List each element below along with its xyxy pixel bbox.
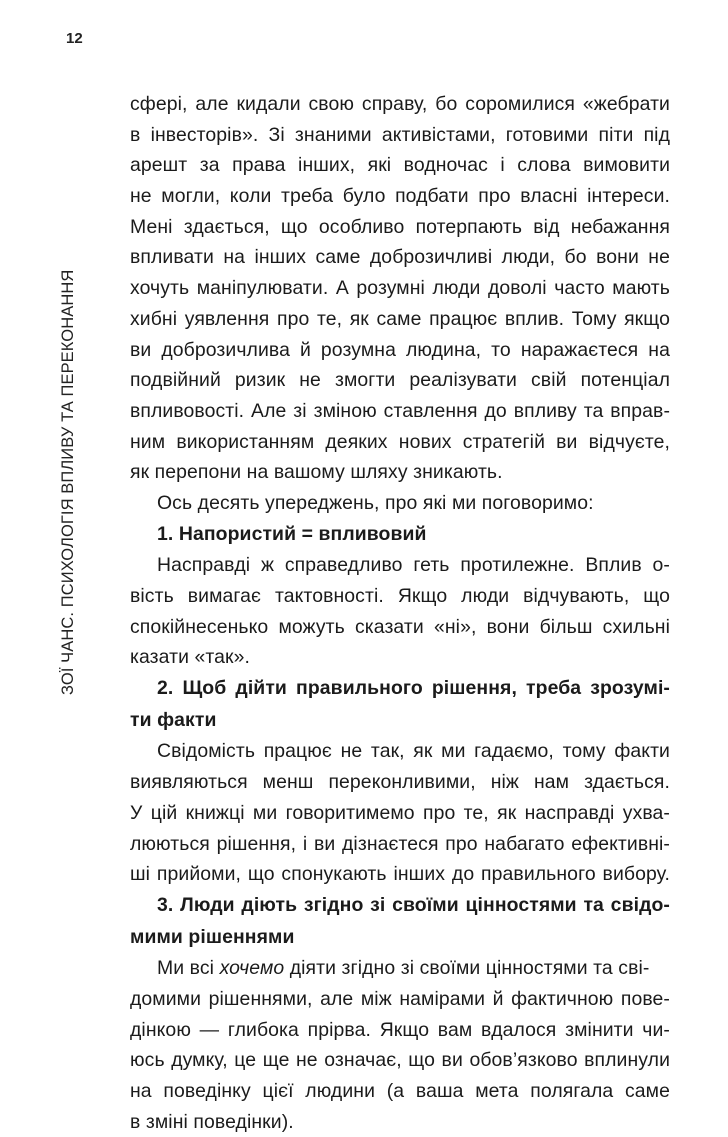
text-line: ші прийоми, що спонукають інших до правильного вибору. — [130, 863, 670, 886]
text-line: в інвесторів». Зі знаними активістами, готовими піти під — [130, 123, 670, 146]
text-line: люються рішення, і ви дізнаєтеся про набагато ефективні- — [130, 832, 670, 855]
section-heading: 2. Щоб дійти правильного рішення, треба зрозумі- — [157, 677, 670, 700]
text-line: Насправді ж справедливо геть протилежне. Вплив о- — [157, 554, 670, 577]
text-line: домими рішеннями, але між намірами й фактичною пове- — [130, 987, 670, 1010]
text-segment: Ми всі — [157, 957, 215, 980]
text-line: сфері, але кидали свою справу, бо соромилися «жебрати — [130, 93, 670, 115]
text-line: дінкою — глибока прірва. Якщо вам вдалося змінити чи- — [130, 1018, 670, 1041]
text-line: Ось десять упереджень, про які ми поговоримо: — [157, 491, 594, 514]
body-text — [130, 89, 670, 1137]
text-line: впливати на інших саме доброзичливі люди, бо вони не — [130, 246, 670, 269]
text-line: хочуть маніпулювати. А розумні люди доволі часто мають — [130, 277, 670, 300]
running-head: ЗОЇ ЧАНС. ПСИХОЛОГІЯ ВПЛИВУ ТА ПЕРЕКОНАННЯ — [59, 269, 77, 695]
text-line: казати «так». — [130, 646, 251, 669]
text-line: не могли, коли треба було подбати про власні інтереси. — [130, 185, 670, 208]
text-line: арешт за права інших, які водночас і слова вимовити — [130, 154, 670, 177]
section-heading: 1. Напористий = впливовий — [157, 522, 427, 545]
text-line: в зміні поведінки). — [130, 1110, 294, 1133]
text-line: подвійний ризик не змогти реалізувати свій потенціал — [130, 369, 670, 392]
text-line: впливовості. Але зі зміною ставлення до впливу та вправ- — [130, 399, 670, 422]
text-line-with-emphasis — [130, 953, 670, 984]
section-heading: 3. Люди діють згідно зі своїми цінностями та свідо- — [157, 893, 670, 916]
section-heading: ти факти — [130, 708, 217, 731]
text-segment: діяти згідно зі своїми цінностями та свi- — [289, 957, 650, 980]
text-line: ним використанням деяких нових стратегій ви відчуєте, — [130, 430, 670, 453]
text-line: У цій книжці ми говоритимемо про те, як насправді ухва- — [130, 801, 670, 824]
page-number: 12 — [66, 30, 83, 47]
text-line: Свідомість працює не так, як ми гадаємо, тому факти — [157, 740, 670, 763]
text-line: вість вимагає тактовності. Якщо люди відчувають, що — [130, 585, 670, 607]
text-line: юсь думку, це ще не означає, що ви обов’язково вплинули — [130, 1049, 670, 1072]
text-line: хибні уявлення про те, як саме працює вплив. Тому якщо — [130, 307, 670, 330]
section-heading: мими рішеннями — [130, 925, 295, 948]
text-line: на поведінку цієї людини (а ваша мета полягала саме — [130, 1080, 670, 1102]
text-line: спокійнесенько можуть сказати «ні», вони більш схильні — [130, 615, 670, 638]
text-line: ви доброзичлива й розумна людина, то наражаєтеся на — [130, 338, 670, 361]
text-line: як перепони на вашому шляху зникають. — [130, 461, 503, 484]
text-line: виявляються менш переконливими, ніж нам здається. — [130, 771, 670, 794]
text-line: Мені здається, що особливо потерпають від небажання — [130, 215, 670, 238]
emphasis-text: хочемо — [219, 957, 285, 980]
